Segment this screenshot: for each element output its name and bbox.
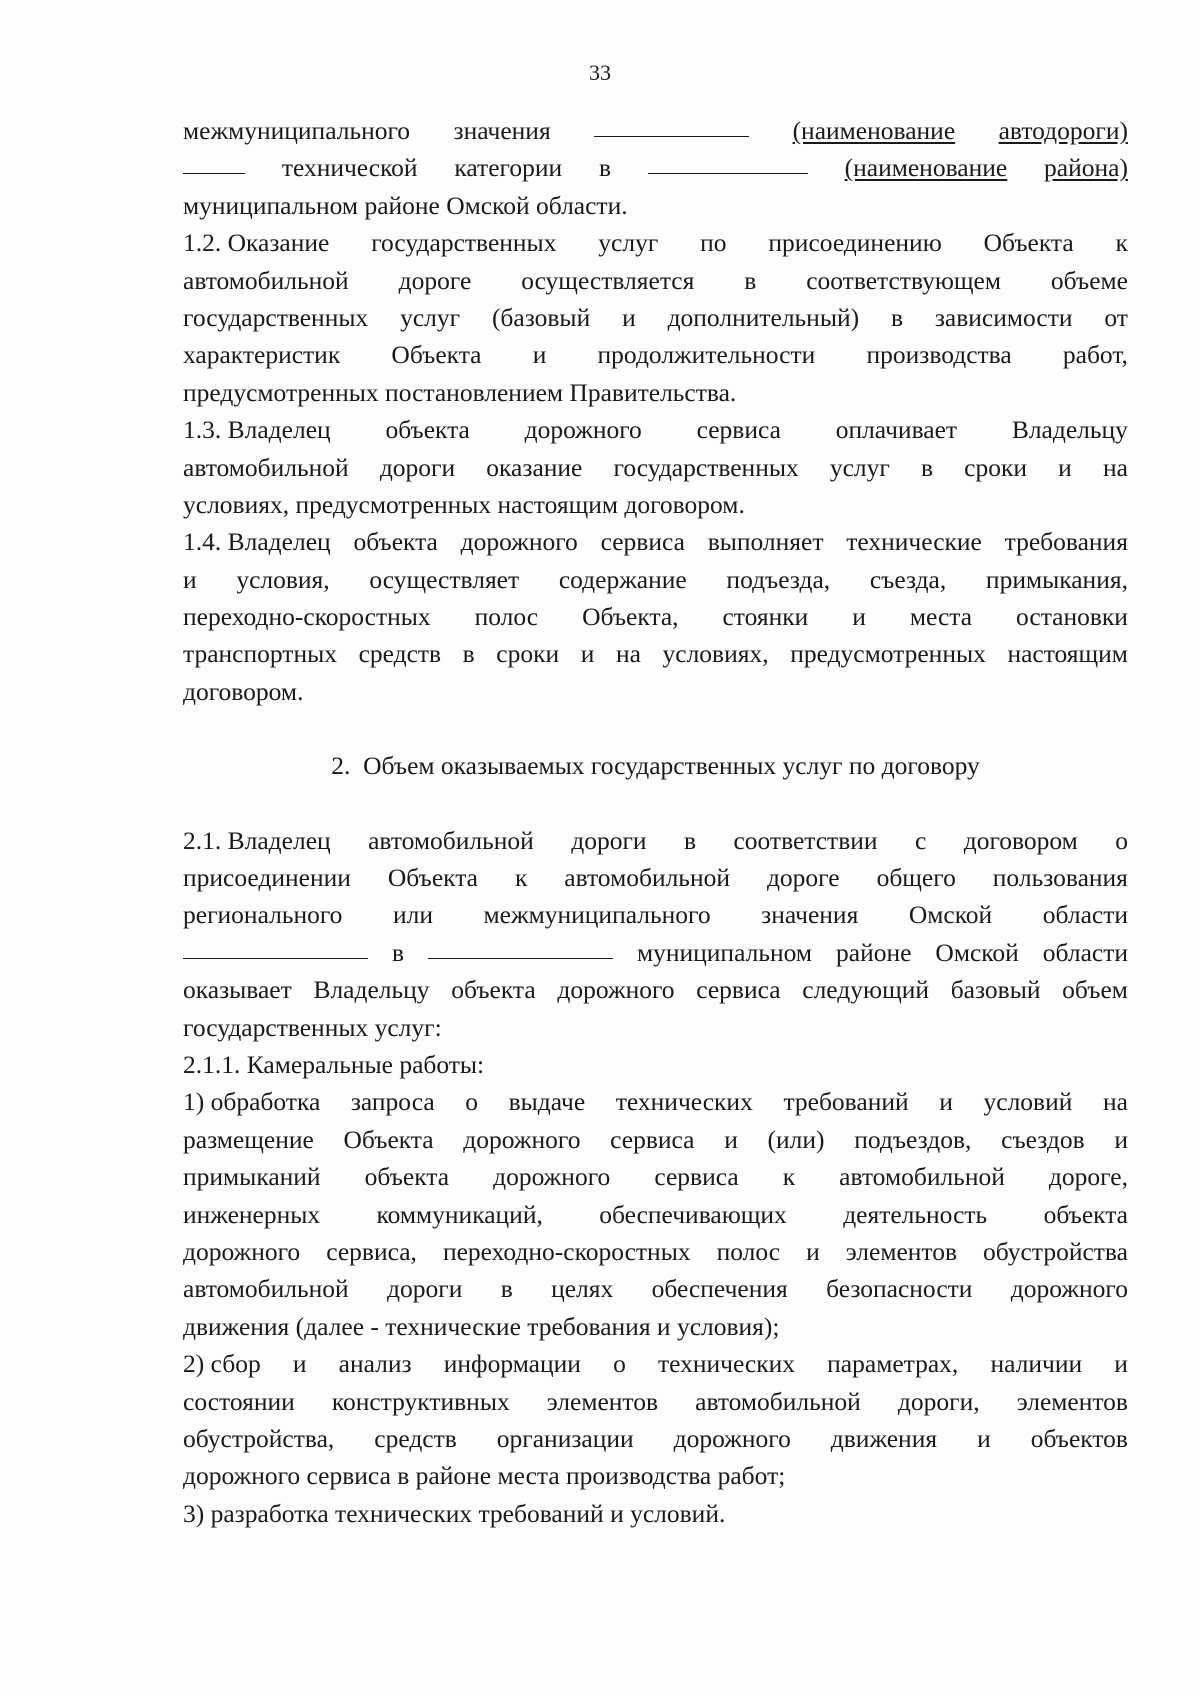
text-line (183, 299, 1128, 336)
word: обустройства, (183, 1423, 335, 1453)
word: предусмотренных (790, 639, 986, 669)
word: и (977, 1423, 991, 1453)
word: Владельцу (313, 975, 430, 1005)
text-line (183, 561, 1128, 598)
text-line (183, 1495, 1128, 1532)
word: переходно-скоростных (442, 1236, 691, 1266)
blank-field (183, 149, 245, 174)
word: конструктивных (331, 1386, 510, 1416)
word: деятельность (843, 1199, 988, 1229)
word: Объекта (983, 228, 1074, 258)
word: соответствии (733, 825, 878, 855)
word: дорожного (183, 1236, 301, 1266)
word: выдаче (508, 1087, 586, 1117)
word: дороги, (897, 1386, 980, 1416)
word: работ, (1062, 340, 1128, 370)
word: Объекта (343, 1124, 434, 1154)
word: в (744, 265, 757, 295)
word: к (1115, 228, 1128, 258)
word: и (939, 1087, 953, 1117)
word: дороги (571, 825, 647, 855)
word: параметрах, (827, 1349, 959, 1379)
word: Владельцу (1011, 415, 1128, 445)
word: запроса (350, 1087, 435, 1117)
word: организации (496, 1423, 634, 1453)
word: примыканий (183, 1162, 321, 1192)
word: полос (474, 602, 539, 632)
word: муниципальном (636, 937, 813, 967)
word: коммуникаций, (376, 1199, 543, 1229)
word: сервиса (610, 1124, 695, 1154)
word: в (462, 639, 475, 669)
text-line (183, 934, 1128, 971)
word: технических (615, 1087, 753, 1117)
text-line (183, 859, 1128, 896)
word: элементов (845, 1236, 958, 1266)
word: объекта (385, 415, 470, 445)
word: объекта (364, 1162, 450, 1192)
word: 2.1. Владелец (183, 825, 331, 855)
word: о (613, 1349, 626, 1379)
word: дорожного (557, 975, 675, 1005)
word: 1.2. Оказание (183, 228, 330, 258)
word: присоединению (768, 228, 942, 258)
word: условия, (236, 564, 330, 594)
word: сроки (964, 452, 1028, 482)
word: дорожного (673, 1423, 791, 1453)
word: района) (1044, 153, 1128, 183)
word: состоянии (183, 1386, 295, 1416)
word: от (1104, 302, 1128, 332)
word: и (806, 1236, 820, 1266)
line-text: условиях, предусмотренных настоящим договором. (183, 489, 745, 519)
word: автодороги) (998, 116, 1128, 145)
text-line (183, 374, 1128, 411)
word: зависимости (934, 302, 1073, 332)
word: автомобильной (695, 1386, 861, 1416)
word: на (1102, 452, 1128, 482)
word: 2) сбор (183, 1349, 261, 1379)
word: инженерных (183, 1199, 321, 1229)
text-line (183, 112, 1128, 149)
word: общего (876, 863, 956, 893)
word: дорожного (493, 1162, 611, 1192)
text-line (183, 1420, 1128, 1457)
word: (наименование (844, 153, 1008, 183)
text-line (183, 224, 1128, 261)
word: условиях, (662, 639, 769, 669)
word: и (724, 1124, 738, 1154)
word: категории (454, 153, 563, 183)
word: дорожного (460, 527, 578, 557)
word: в (921, 452, 934, 482)
word: 1.3. Владелец (183, 415, 331, 445)
word: в (598, 153, 611, 183)
word: объеме (1050, 265, 1128, 295)
word: технические (846, 527, 982, 557)
word: технических (657, 1349, 796, 1379)
word: оплачивает (835, 415, 958, 445)
word: содержание (558, 564, 687, 594)
word: на (615, 639, 641, 669)
word: стоянки (722, 602, 809, 632)
word: условий (983, 1087, 1073, 1117)
word: сервиса (696, 975, 781, 1005)
word: технической (281, 153, 418, 183)
word: полос (716, 1236, 781, 1266)
text-line (183, 822, 1128, 859)
word: дорожного (524, 415, 642, 445)
word: сервиса (654, 1162, 739, 1192)
word: обустройства (983, 1236, 1128, 1266)
word: Объекта (387, 863, 478, 893)
word: объекта (353, 527, 438, 557)
text-line (183, 598, 1128, 635)
word: соответствующем (806, 265, 1002, 295)
word: элементов (1016, 1386, 1128, 1416)
word: в (890, 302, 903, 332)
word: места (909, 602, 973, 632)
word: дороги (379, 452, 456, 482)
word: 1) обработка (183, 1087, 321, 1117)
word: оказание (486, 452, 583, 482)
word: Омской (908, 900, 993, 930)
word: к (514, 863, 528, 893)
text-line (183, 673, 1128, 710)
word: осуществляется (521, 265, 695, 295)
word: с (914, 825, 927, 855)
word: объем (1062, 975, 1128, 1005)
word: безопасности (826, 1274, 973, 1304)
word: информации (443, 1349, 581, 1379)
word: области (1042, 937, 1128, 967)
word: съездов (1001, 1124, 1085, 1154)
word: дороги (387, 1274, 463, 1304)
word: пользования (992, 863, 1128, 893)
word: остановки (1016, 602, 1128, 632)
line-text: государственных услуг: (183, 1012, 442, 1042)
word: дороге (398, 265, 472, 295)
word: сервиса (600, 527, 685, 557)
text-line (183, 971, 1128, 1008)
word: анализ (338, 1349, 412, 1379)
word: дороге, (1048, 1162, 1128, 1192)
line-text: движения (далее - технические требования и условия); (183, 1311, 780, 1341)
text-line (183, 1457, 1128, 1494)
word: выполняет (707, 527, 824, 557)
word: дорожного (463, 1124, 581, 1154)
word: следующий (802, 975, 929, 1005)
blank-field (428, 934, 613, 959)
word: государственных (183, 302, 369, 332)
word: и (532, 340, 547, 370)
word: дороге (766, 863, 840, 893)
word: (базовый (491, 302, 591, 332)
word: по (700, 228, 727, 258)
word: или (392, 900, 433, 930)
word: и (1058, 452, 1072, 482)
word: Омской (935, 937, 1019, 967)
word: на (1102, 1087, 1128, 1117)
word: объекта (1043, 1199, 1128, 1229)
text-line (183, 1046, 1128, 1083)
word: и (292, 1349, 307, 1379)
text-line (183, 187, 1128, 224)
word: характеристик (183, 340, 341, 370)
word: требования (1004, 527, 1128, 557)
word: автомобильной (564, 863, 730, 893)
text-line (183, 1270, 1128, 1307)
blank-field (183, 934, 368, 959)
blank-field (594, 112, 749, 137)
word: регионального (183, 900, 343, 930)
text-line (183, 149, 1128, 186)
word: Объекта (391, 340, 482, 370)
word: базовый (950, 975, 1041, 1005)
word: в (391, 937, 405, 967)
word: требований (783, 1087, 909, 1117)
line-text: 3) разработка технических требований и условий. (183, 1498, 726, 1528)
word: и (1114, 1124, 1128, 1154)
section-heading (183, 747, 1128, 784)
blank-field (648, 149, 808, 174)
word: (или) (767, 1124, 825, 1154)
word: к (782, 1162, 796, 1192)
text-line (183, 896, 1128, 933)
word: обеспечивающих (599, 1199, 787, 1229)
word: о (1115, 825, 1128, 855)
spacer (183, 785, 1128, 822)
word: и (580, 639, 595, 669)
text-line (183, 1196, 1128, 1233)
word: производства (866, 340, 1012, 370)
text-line (183, 1233, 1128, 1270)
word: и (183, 564, 197, 594)
text-line (183, 336, 1128, 373)
word: целях (551, 1274, 614, 1304)
word: Объекта, (582, 602, 679, 632)
word: автомобильной (839, 1162, 1005, 1192)
word: услуг (400, 302, 461, 332)
document-body (183, 112, 1128, 1532)
word: движения (830, 1423, 938, 1453)
word: 1.4. Владелец (183, 527, 331, 557)
text-line (183, 1345, 1128, 1382)
text-line (183, 486, 1128, 523)
word: элементов (546, 1386, 659, 1416)
word: сервиса, (326, 1236, 417, 1266)
word: области (1042, 900, 1128, 930)
line-text: договором. (183, 676, 304, 706)
word: средств (374, 1423, 457, 1453)
word: сроки (496, 639, 560, 669)
text-line (183, 1121, 1128, 1158)
text-line (183, 262, 1128, 299)
text-line (183, 449, 1128, 486)
word: автомобильной (183, 1274, 349, 1304)
word: сервиса (696, 415, 781, 445)
word: (наименование (792, 116, 956, 145)
word: услуг (598, 228, 659, 258)
line-text: дорожного сервиса в районе места производства работ; (183, 1461, 786, 1491)
section-heading-text: 2. Объем оказываемых государственных услуг по договору (331, 751, 980, 781)
word: съезда, (869, 564, 947, 594)
word: дорожного (1010, 1274, 1128, 1304)
word: межмуниципального (183, 116, 411, 145)
word: о (465, 1087, 478, 1117)
word: договором (963, 825, 1078, 855)
text-line (183, 1383, 1128, 1420)
text-line (183, 1308, 1128, 1345)
word: государственных (371, 228, 557, 258)
word: автомобильной (368, 825, 534, 855)
text-line (183, 1009, 1128, 1046)
word: значения (453, 116, 551, 145)
word: переходно-скоростных (183, 602, 431, 632)
line-text: муниципальном районе Омской области. (183, 190, 628, 220)
line-text: предусмотренных постановлением Правительства. (183, 377, 737, 407)
word: объекта (451, 975, 536, 1005)
text-line (183, 523, 1128, 560)
word: межмуниципального (483, 900, 711, 930)
word: наличии (990, 1349, 1083, 1379)
spacer (183, 710, 1128, 747)
word: и (622, 302, 636, 332)
word: и (1114, 1349, 1128, 1379)
text-line (183, 411, 1128, 448)
word: продолжительности (597, 340, 816, 370)
word: услуг (829, 452, 890, 482)
page-number: 33 (589, 60, 611, 85)
word: районе (836, 937, 912, 967)
word: автомобильной (183, 452, 349, 482)
word: в (683, 825, 697, 855)
word: средств (358, 639, 442, 669)
word: подъездов, (854, 1124, 972, 1154)
word: автомобильной (183, 265, 349, 295)
word: оказывает (183, 975, 292, 1005)
word: дополнительный) (667, 302, 860, 332)
word: государственных (613, 452, 799, 482)
section-2-body (183, 822, 1128, 1532)
word: объектов (1030, 1423, 1128, 1453)
word: размещение (183, 1124, 314, 1154)
word: в (500, 1274, 513, 1304)
word: обеспечения (651, 1274, 788, 1304)
word: транспортных (183, 639, 337, 669)
word: присоединении (183, 863, 351, 893)
word: настоящим (1007, 639, 1128, 669)
line-text: 2.1.1. Камеральные работы: (183, 1049, 485, 1079)
word: осуществляет (369, 564, 520, 594)
word: и (852, 602, 866, 632)
word: значения (761, 900, 859, 930)
text-line (183, 1158, 1128, 1195)
text-line (183, 1083, 1128, 1120)
word: подъезда, (726, 564, 831, 594)
section-1-continuation (183, 112, 1128, 710)
word: примыкания, (985, 564, 1128, 594)
text-line (183, 635, 1128, 672)
